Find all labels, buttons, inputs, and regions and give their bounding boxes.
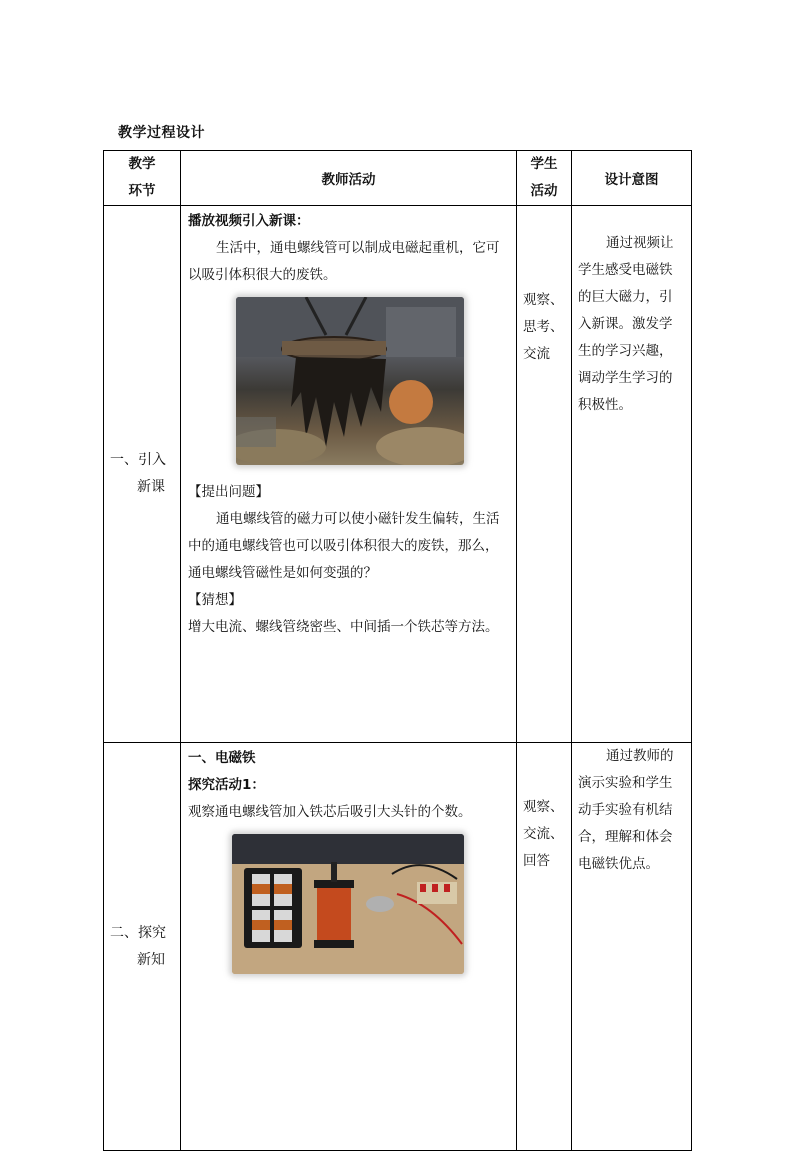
table-row: [104, 743, 692, 1151]
teacher-sub-heading: 探究活动1：: [188, 777, 265, 793]
table-row: [104, 206, 692, 743]
student-activity-text: 观察、思考、交流: [523, 292, 564, 362]
lesson-design-table: [103, 150, 692, 1151]
header-student-line1: 学生: [530, 156, 558, 172]
guess-label: 【猜想】: [188, 592, 242, 608]
stage-line1: 一、引入: [110, 452, 166, 468]
electromagnet-experiment-photo: [232, 834, 464, 974]
header-student-line2: 活动: [530, 183, 558, 199]
teacher-paragraph: 通电螺线管的磁力可以使小磁针发生偏转，生活中的通电螺线管也可以吸引体积很大的废铁，那么，通电螺线管磁性是如何变强的？: [188, 511, 500, 581]
design-intent-text: 通过教师的演示实验和学生动手实验有机结合，理解和体会电磁铁优点。: [578, 748, 674, 872]
section-title: 教学过程设计: [118, 125, 205, 141]
teacher-paragraph: 观察通电螺线管加入铁芯后吸引大头针的个数。: [188, 804, 472, 820]
stage-cell: [104, 206, 181, 743]
teacher-heading: 一、电磁铁: [188, 750, 256, 766]
stage-cell: [104, 743, 181, 1151]
header-stage: [104, 151, 181, 206]
student-activity-cell: [517, 743, 572, 1151]
student-activity-text: 观察、交流、回答: [523, 799, 564, 869]
header-stage-line2: 环节: [128, 183, 156, 199]
teacher-paragraph: 增大电流、螺线管绕密些、中间插一个铁芯等方法。: [188, 619, 499, 635]
electromagnet-crane-photo: [236, 297, 464, 465]
electromagnet-crane-illustration: [236, 297, 464, 465]
design-intent-text: 通过视频让学生感受电磁铁的巨大磁力，引入新课。激发学生的学习兴趣，调动学生学习的积极性。: [578, 235, 674, 413]
teacher-activity-cell: [181, 206, 517, 743]
header-student: [517, 151, 572, 206]
stage-line2: 新知: [137, 951, 165, 968]
stage-line1: 二、探究: [110, 924, 166, 941]
teacher-paragraph: 生活中，通电螺线管可以制成电磁起重机，它可以吸引体积很大的废铁。: [188, 240, 500, 283]
teacher-activity-cell: [181, 743, 517, 1151]
question-label: 【提出问题】: [188, 484, 269, 500]
header-teacher: 教师活动: [181, 151, 517, 206]
student-activity-cell: [517, 206, 572, 743]
design-intent-cell: [572, 743, 692, 1151]
design-intent-cell: [572, 206, 692, 743]
header-stage-line1: 教学: [128, 156, 156, 172]
teacher-heading: 播放视频引入新课：: [188, 213, 310, 229]
header-intent: 设计意图: [572, 151, 692, 206]
table-header-row: [104, 151, 692, 206]
stage-line2: 新课: [137, 479, 165, 495]
electromagnet-experiment-illustration: [232, 834, 464, 974]
